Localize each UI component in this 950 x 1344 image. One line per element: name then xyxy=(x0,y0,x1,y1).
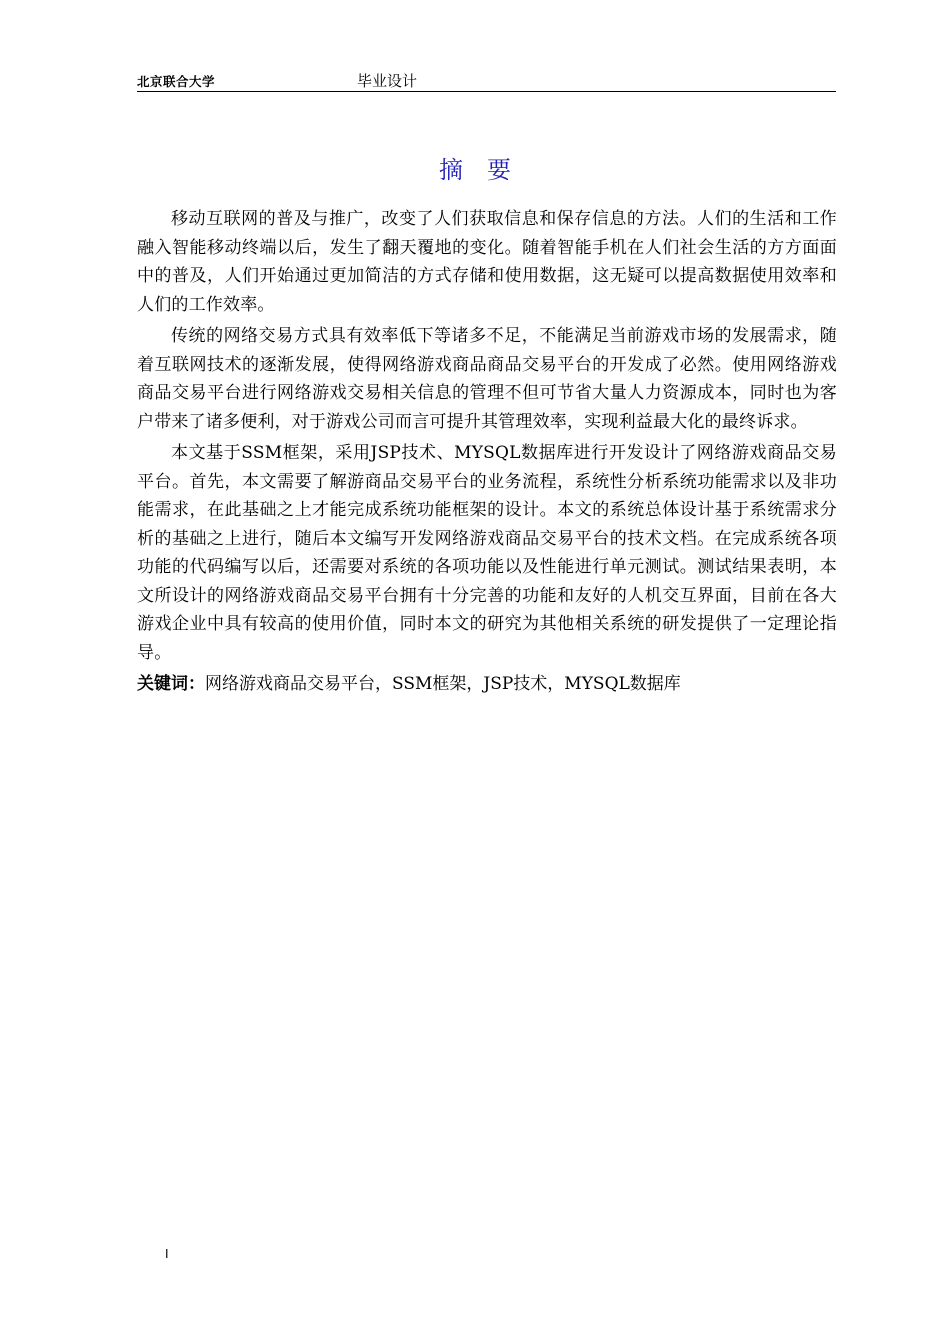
abstract-body xyxy=(137,205,837,699)
header-document-type: 毕业设计 xyxy=(357,72,418,90)
abstract-paragraph-3: 本文基于SSM框架，采用JSP技术、MYSQL数据库进行开发设计了网络游戏商品交易平台。首先，本文需要了解游商品交易平台的业务流程，系统性分析系统功能需求以及非功能需求，在此基础之上才能完成系统功能框架的设计。本文的系统总体设计基于系统需求分析的基础之上进行，随后本文编写开发网络游戏商品交易平台的技术文档。在完成系统各项功能的代码编写以后，还需要对系统的各项功能以及性能进行单元测试。测试结果表明，本文所设计的网络游戏商品交易平台拥有十分完善的功能和友好的人机交互界面，目前在各大游戏企业中具有较高的使用价值，同时本文的研究为其他相关系统的研发提供了一定理论指导。 xyxy=(137,443,837,663)
keywords-label: 关键词： xyxy=(137,674,205,694)
keywords-line xyxy=(137,670,837,699)
abstract-paragraph-2: 传统的网络交易方式具有效率低下等诸多不足，不能满足当前游戏市场的发展需求，随着互联网技术的逐渐发展，使得网络游戏商品商品交易平台的开发成了必然。使用网络游戏商品交易平台进行网络游戏交易相关信息的管理不但可节省大量人力资源成本，同时也为客户带来了诸多便利，对于游戏公司而言可提升其管理效率，实现利益最大化的最终诉求。 xyxy=(137,326,837,432)
abstract-paragraph-1: 移动互联网的普及与推广，改变了人们获取信息和保存信息的方法。人们的生活和工作融入智能移动终端以后，发生了翻天覆地的变化。随着智能手机在人们社会生活的方方面面中的普及，人们开始通过更加简洁的方式存储和使用数据，这无疑可以提高数据使用效率和人们的工作效率。 xyxy=(137,209,837,315)
header-school-name: 北京联合大学 xyxy=(137,74,216,89)
abstract-title: 摘 要 xyxy=(439,156,511,184)
page-number: I xyxy=(165,1247,169,1261)
keywords-text: 网络游戏商品交易平台，SSM框架，JSP技术，MYSQL数据库 xyxy=(205,674,681,694)
page-header xyxy=(137,68,836,92)
